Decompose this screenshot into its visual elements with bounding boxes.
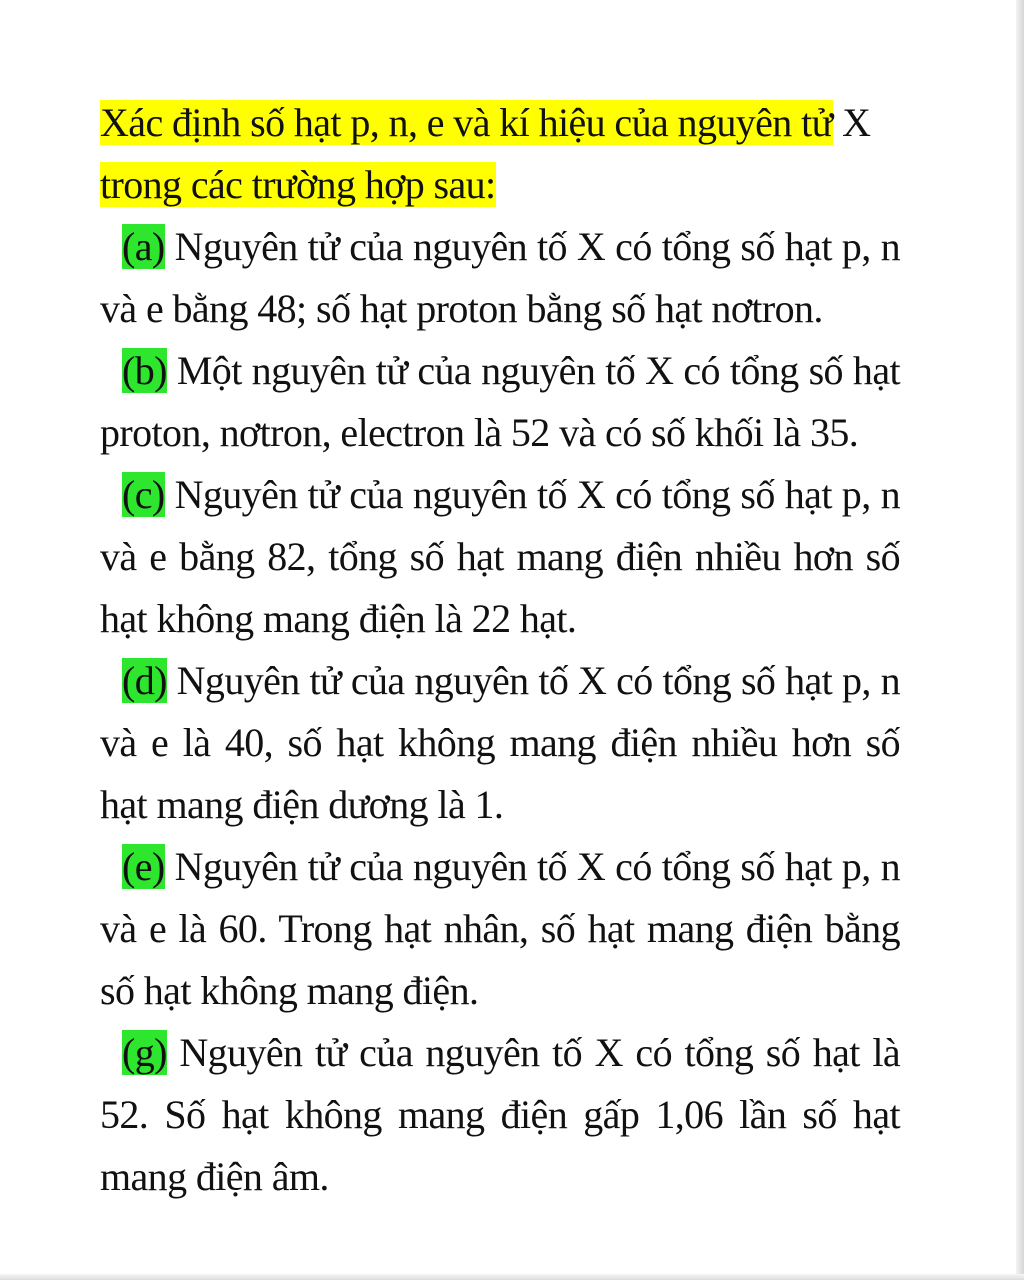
item-text: Một nguyên tử của nguyên tố X có tổng số hạt proton, nơtron, electron là 52 và có số khối là 35. xyxy=(100,348,900,455)
item-b xyxy=(100,340,900,464)
page-edge-shadow-right xyxy=(1016,0,1024,1280)
item-label: (d) xyxy=(122,658,167,703)
item-label: (c) xyxy=(122,472,165,517)
heading-highlighted-text: Xác định số hạt p, n, e và kí hiệu của nguyên tử xyxy=(100,100,833,145)
document-body xyxy=(100,92,900,1208)
item-g xyxy=(100,1022,900,1208)
item-label: (e) xyxy=(122,844,165,889)
page-edge-shadow-bottom xyxy=(0,1274,1024,1280)
question-heading xyxy=(100,92,900,216)
heading-rest-text: X xyxy=(832,100,871,145)
heading-highlighted-text-line2: trong các trường hợp sau: xyxy=(100,162,496,207)
item-text: Nguyên tử của nguyên tố X có tổng số hạt p, n và e bằng 82, tổng số hạt mang điện nhiều hơn số hạt không mang điện là 22 hạt. xyxy=(100,472,900,641)
item-label: (g) xyxy=(122,1030,167,1075)
item-d xyxy=(100,650,900,836)
item-text: Nguyên tử của nguyên tố X có tổng số hạt là 52. Số hạt không mang điện gấp 1,06 lần số hạt mang điện âm. xyxy=(100,1030,900,1199)
item-text: Nguyên tử của nguyên tố X có tổng số hạt p, n và e là 60. Trong hạt nhân, số hạt mang điện bằng số hạt không mang điện. xyxy=(100,844,900,1013)
item-a xyxy=(100,216,900,340)
item-text: Nguyên tử của nguyên tố X có tổng số hạt p, n và e là 40, số hạt không mang điện nhiều hơn số hạt mang điện dương là 1. xyxy=(100,658,900,827)
item-label: (b) xyxy=(122,348,167,393)
item-label: (a) xyxy=(122,224,165,269)
item-e xyxy=(100,836,900,1022)
item-c xyxy=(100,464,900,650)
item-text: Nguyên tử của nguyên tố X có tổng số hạt p, n và e bằng 48; số hạt proton bằng số hạt nơtron. xyxy=(100,224,900,331)
